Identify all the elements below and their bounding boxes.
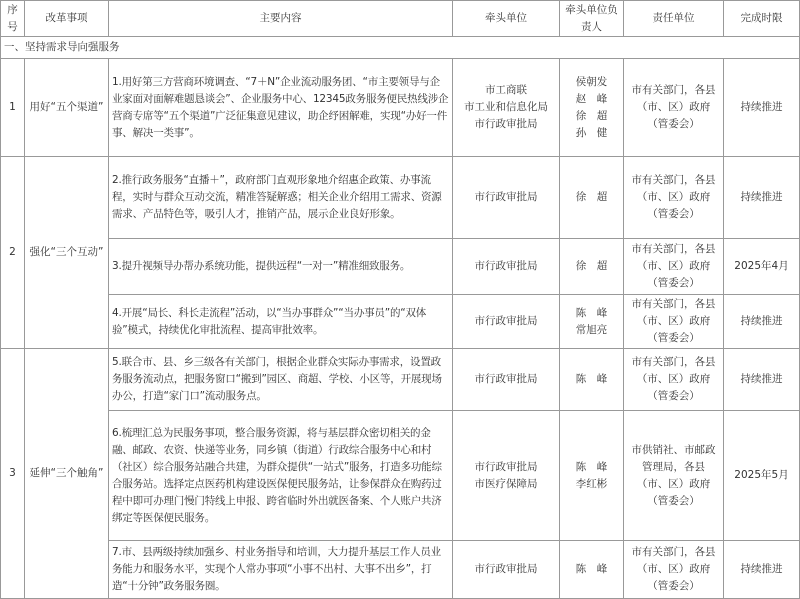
lead-person-cell-line: 孙 健 [575, 126, 608, 139]
lead-unit-cell-line: 市行政审批局 [474, 191, 538, 203]
lead-person-cell [560, 59, 624, 157]
header-resp-unit: 责任单位 [624, 1, 724, 37]
lead-person-cell-line: 陈 峰 [575, 373, 608, 385]
lead-unit-cell-line: 市工业和信息化局 [464, 101, 548, 113]
header-row [1, 1, 800, 37]
deadline-cell: 持续推进 [724, 295, 800, 349]
lead-person-cell-line: 李红彬 [575, 477, 608, 490]
resp-unit-cell-line: （市、区）政府 [636, 260, 711, 272]
deadline-cell: 持续推进 [724, 541, 800, 599]
table-row [1, 157, 800, 239]
resp-unit-cell-line: 管理局，各县 [642, 460, 705, 473]
resp-unit-cell [624, 239, 724, 295]
lead-person-cell [560, 295, 624, 349]
resp-unit-cell-line: 市有关部门，各县 [631, 298, 716, 310]
seq-cell: 1 [1, 59, 25, 157]
resp-unit-cell [624, 349, 724, 411]
resp-unit-cell-line: （市、区）政府 [636, 315, 711, 327]
lead-person-cell-line: 陈 峰 [575, 563, 608, 575]
deadline-cell: 持续推进 [724, 349, 800, 411]
resp-unit-cell-line: （市、区）政府 [636, 373, 711, 385]
resp-unit-cell-line: 市有关部门，各县 [631, 356, 716, 368]
lead-unit-cell [453, 59, 560, 157]
lead-unit-cell [453, 411, 560, 541]
lead-unit-cell-line: 市行政审批局 [474, 373, 538, 385]
deadline-cell: 持续推进 [724, 157, 800, 239]
deadline-cell: 2025年5月 [724, 411, 800, 541]
header-item: 改革事项 [25, 1, 109, 37]
resp-unit-cell-line: （市、区）政府 [636, 563, 711, 575]
header-seq: 序号 [1, 1, 25, 37]
resp-unit-cell-line: （管委会） [647, 277, 700, 289]
reform-item-cell: 强化“三个互动” [25, 157, 109, 349]
lead-person-cell-line: 徐 超 [575, 109, 608, 122]
lead-person-cell [560, 157, 624, 239]
seq-cell: 3 [1, 349, 25, 599]
resp-unit-cell-line: （管委会） [647, 390, 700, 402]
lead-person-cell-line: 侯朝发 [575, 75, 608, 88]
resp-unit-cell-line: （管委会） [647, 208, 700, 220]
table-row [1, 349, 800, 411]
lead-person-cell-line: 陈 峰 [575, 306, 608, 319]
deadline-cell: 2025年4月 [724, 239, 800, 295]
resp-unit-cell [624, 411, 724, 541]
resp-unit-cell-line: （管委会） [647, 332, 700, 344]
content-cell: 3.提升视频导办帮办系统功能，提供远程“一对一”精准细致服务。 [109, 239, 453, 295]
lead-person-cell-line: 陈 峰 [575, 460, 608, 473]
table-body [1, 37, 800, 599]
deadline-cell: 持续推进 [724, 59, 800, 157]
lead-person-cell-line: 徐 超 [575, 260, 608, 272]
table-row [1, 239, 800, 295]
content-cell: 7.市、县两级持续加强乡、村业务指导和培训，大力提升基层工作人员业务能力和服务水平，实现个人常办事项“小事不出村、大事不出乡”，打造“十分钟”政务服务圈。 [109, 541, 453, 599]
lead-person-cell-line: 常旭亮 [575, 323, 608, 336]
header-lead-person: 牵头单位负责人 [560, 1, 624, 37]
lead-unit-cell-line: 市医疗保障局 [474, 477, 538, 490]
content-cell: 4.开展“局长、科长走流程”活动，以“当办事群众”“当办事员”的“双体验”模式，持续优化审批流程、提高审批效率。 [109, 295, 453, 349]
reform-item-cell: 用好“五个渠道” [25, 59, 109, 157]
content-cell: 1.用好第三方营商环境调查、“7＋N”企业流动服务团、“市主要领导与企业家面对面解难题恳谈会”、企业服务中心、12345政务服务便民热线涉企营商专席等“五个渠道”广泛征集意见建议，助企纾困解难，实现“办好一件事、解决一类事”。 [109, 59, 453, 157]
header-deadline: 完成时限 [724, 1, 800, 37]
table-row [1, 59, 800, 157]
lead-unit-cell-line: 市行政审批局 [474, 315, 538, 327]
resp-unit-cell-line: （市、区）政府 [636, 477, 711, 490]
lead-person-cell-line: 赵 峰 [575, 92, 608, 105]
section-row [1, 37, 800, 59]
resp-unit-cell-line: 市供销社、市邮政 [631, 443, 716, 456]
resp-unit-cell-line: （管委会） [647, 494, 700, 507]
resp-unit-cell-line: 市有关部门，各县 [631, 174, 716, 186]
section-title: 一、坚持需求导向强服务 [1, 37, 800, 59]
reform-item-cell: 延伸“三个触角” [25, 349, 109, 599]
lead-unit-cell [453, 295, 560, 349]
lead-unit-cell-line: 市工商联 [485, 84, 527, 96]
resp-unit-cell-line: 市有关部门，各县 [631, 84, 716, 96]
resp-unit-cell [624, 59, 724, 157]
lead-person-cell [560, 541, 624, 599]
lead-unit-cell [453, 157, 560, 239]
lead-unit-cell [453, 541, 560, 599]
resp-unit-cell [624, 157, 724, 239]
lead-person-cell-line: 徐 超 [575, 191, 608, 203]
lead-person-cell [560, 239, 624, 295]
lead-unit-cell-line: 市行政审批局 [474, 118, 538, 130]
content-cell: 6.梳理汇总为民服务事项，整合服务资源，将与基层群众密切相关的金融、邮政、农资、快递等业务，同乡镇（街道）行政综合服务中心和村（社区）综合服务站融合共建，为群众提供“一站式”服务，打造多功能综合服务站。选择定点医药机构建设医保便民服务站，让参保群众在购药过程中即可办理门慢门特线上申报、跨省临时外出就医备案、个人账户共济绑定等医保便民服务。 [109, 411, 453, 541]
resp-unit-cell [624, 541, 724, 599]
lead-unit-cell [453, 239, 560, 295]
content-cell: 5.联合市、县、乡三级各有关部门，根据企业群众实际办事需求，设置政务服务流动点，把服务窗口“搬到”园区、商超、学校、小区等，开展现场办公，打造“家门口”流动服务点。 [109, 349, 453, 411]
resp-unit-cell-line: 市有关部门，各县 [631, 243, 716, 255]
resp-unit-cell-line: （市、区）政府 [636, 101, 711, 113]
table-row [1, 541, 800, 599]
header-content: 主要内容 [109, 1, 453, 37]
header-lead-unit: 牵头单位 [453, 1, 560, 37]
lead-person-cell [560, 349, 624, 411]
seq-cell: 2 [1, 157, 25, 349]
resp-unit-cell [624, 295, 724, 349]
content-cell: 2.推行政务服务“直播＋”，政府部门直观形象地介绍惠企政策、办事流程，实时与群众互动交流，精准答疑解惑；相关企业介绍用工需求、资源需求、产品特色等，吸引人才，推销产品，展示企业良好形象。 [109, 157, 453, 239]
resp-unit-cell-line: 市有关部门，各县 [631, 546, 716, 558]
lead-unit-cell [453, 349, 560, 411]
lead-unit-cell-line: 市行政审批局 [474, 260, 538, 272]
table-row [1, 295, 800, 349]
table-row [1, 411, 800, 541]
lead-unit-cell-line: 市行政审批局 [474, 563, 538, 575]
resp-unit-cell-line: （管委会） [647, 580, 700, 592]
lead-person-cell [560, 411, 624, 541]
resp-unit-cell-line: （市、区）政府 [636, 191, 711, 203]
resp-unit-cell-line: （管委会） [647, 118, 700, 130]
lead-unit-cell-line: 市行政审批局 [474, 460, 538, 473]
